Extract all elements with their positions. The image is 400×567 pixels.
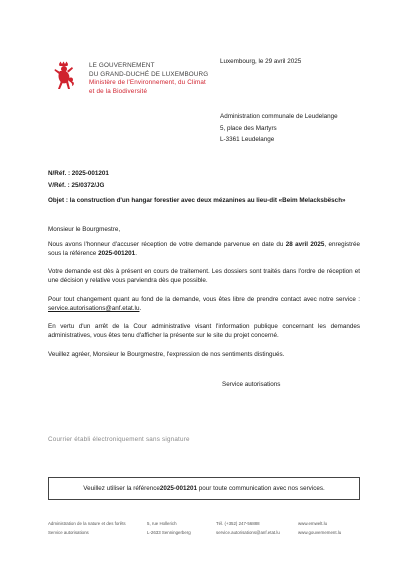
government-name-line1: LE GOUVERNEMENT (89, 62, 155, 69)
letter-subject: Objet : la construction d'un hangar forestier avec deux mézanines au lieu-dit «Beim Melacksbësch» (48, 197, 346, 204)
footer-websites (298, 520, 341, 537)
paragraph-closing: Veuillez agréer, Monsieur le Bourgmestre, l'expression de nos sentiments distingués. (48, 351, 285, 358)
reference-notice-box (48, 477, 360, 500)
paragraph-acknowledgement (48, 241, 360, 259)
footer-contact (216, 520, 280, 537)
electronic-signature-notice: Courrier établi électroniquement sans signature (48, 436, 190, 443)
our-reference: N/Réf. : 2025-001201 (48, 170, 109, 177)
p1-text-b: , enregistrée sous la référence (48, 241, 360, 257)
paragraph-public-notice: En vertu d'un arrêt de la Cour administrative visant l'information publique concernant les demandes administratives, vous êtes tenu d'afficher la présente sur le site du projet concerné. (48, 323, 360, 339)
paragraph-contact (48, 296, 360, 314)
footer-col2-line1: 5, rue Hollerich (147, 521, 177, 526)
ministry-name-line2: et de la Biodiversité (89, 87, 148, 95)
notice-reference: 2025-001201 (159, 485, 198, 492)
notice-text-b: pour toute communication avec nos services. (197, 485, 325, 492)
references (48, 168, 109, 191)
service-email-link[interactable]: service.autorisations@anf.etat.lu (48, 304, 140, 312)
p1-text-c: . (135, 249, 137, 257)
footer-address (147, 520, 191, 537)
your-reference: V/Réf. : 25/0372/JG (48, 181, 105, 189)
p3-text-b: . (139, 304, 142, 312)
signature: Service autorisations (222, 381, 281, 388)
letter-date: Luxembourg, le 29 avril 2025 (220, 58, 302, 65)
recipient-line1: Administration communale de Leudelange (220, 113, 338, 120)
government-letterhead (89, 62, 208, 96)
ministry-name-line1: Ministère de l'Environnement, du Climat (89, 79, 206, 87)
recipient-address (220, 111, 338, 146)
footer-col1-line1: Administration de la nature et des forêts (48, 521, 126, 526)
footer-col1-line2: Service autorisations (48, 529, 89, 535)
footer-col2-line2: L-2633 Senningerberg (147, 529, 191, 535)
p1-reference: 2025-001201 (98, 249, 136, 257)
recipient-line3: L-3361 Leudelange (220, 136, 275, 143)
paragraph-processing: Votre demande est dès à présent en cours de traitement. Les dossiers sont traités dans l'ordre de réception et une décision y relative vous parviendra dès que possible. (48, 268, 360, 284)
p1-text-a: Nous avons l'honneur d'accuser réception de votre demande parvenue en date du (48, 241, 286, 248)
government-name-line2: DU GRAND-DUCHÉ DE LUXEMBOURG (89, 70, 209, 78)
greeting: Monsieur le Bourgmestre, (48, 226, 121, 233)
p1-date: 28 avril 2025 (285, 241, 325, 248)
footer-website-emwelt[interactable]: www.emwelt.lu (298, 521, 328, 526)
footer-website-gouvernement[interactable]: www.gouvernement.lu (298, 529, 342, 535)
notice-text-a: Veuillez utiliser la référence (83, 485, 160, 492)
footer-email[interactable]: service.autorisations@anf.etat.lu (216, 529, 280, 535)
recipient-line2: 5, place des Martyrs (220, 124, 277, 132)
footer-administration (48, 520, 126, 537)
footer-phone: Tél. (+352) 247-56888 (216, 521, 260, 526)
p3-text-a: Pour tout changement quant au fond de la demande, vous êtes libre de prendre contact avec notre service : (48, 296, 360, 303)
red-lion-crest-icon (52, 61, 76, 91)
